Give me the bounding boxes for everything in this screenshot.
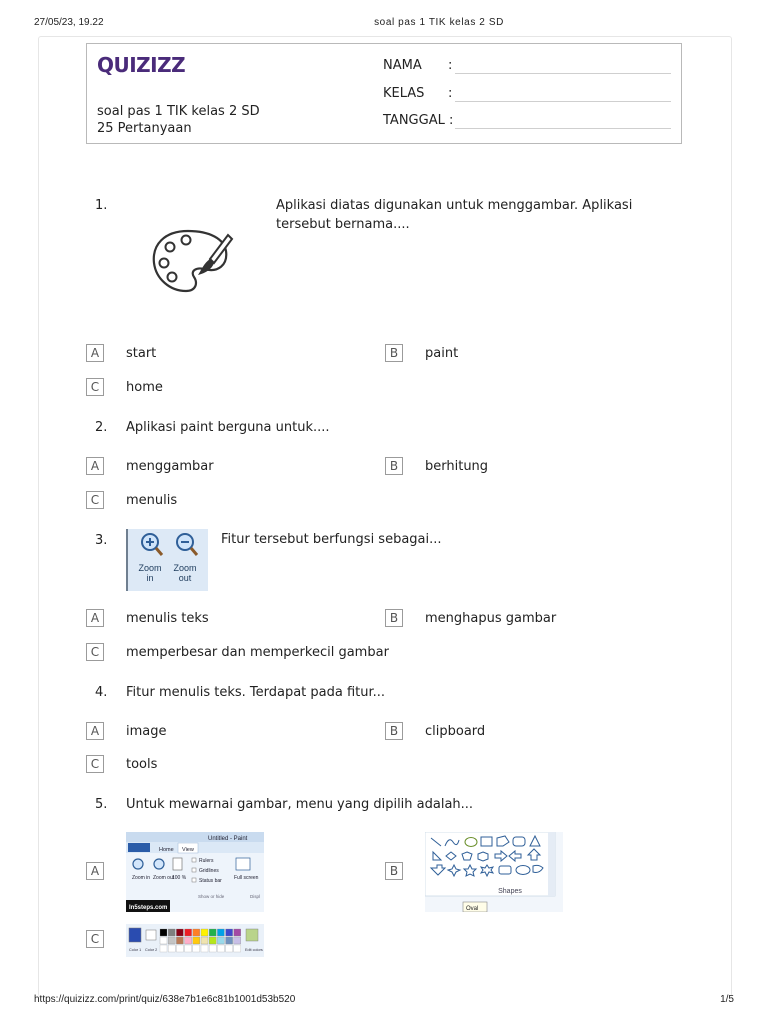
color-swatch [160,929,167,936]
quiz-header-box [86,43,682,144]
name-blank-line [455,73,671,74]
paint-gridlines-check: Gridlines [199,868,219,874]
empty-color-swatch [234,945,241,952]
empty-color-swatch [168,945,175,952]
paint-tab-home: Home [159,847,174,853]
name-label: NAMA [383,58,422,73]
question-1-text: Aplikasi diatas digunakan untuk menggambar. Aplikasi tersebut bernama.... [276,198,633,232]
question-4-text: Fitur menulis teks. Terdapat pada fitur... [126,685,386,700]
color-swatch [234,929,241,936]
browser-header [0,17,768,31]
zoom-in-label-1: Zoom [138,563,162,573]
q3-option-a-letter: A [86,609,104,627]
color-swatch [168,929,175,936]
q3-option-a-text: menulis teks [126,611,209,626]
color-swatch [209,937,216,944]
question-1-number: 1. [95,198,108,213]
q4-option-b-letter: B [385,722,403,740]
q1-option-c-letter: C [86,378,104,396]
q1-option-c-text: home [126,380,163,395]
class-label: KELAS [383,86,425,101]
watermark-text: In5steps.com [129,905,168,911]
q1-option-b-letter: B [385,344,403,362]
edit-colors-label: Edit colors [245,948,263,952]
q5-option-b-letter: B [385,862,403,880]
empty-color-swatch [185,945,192,952]
class-colon: : [448,86,453,101]
q3-option-b-letter: B [385,609,403,627]
question-2-text: Aplikasi paint berguna untuk.... [126,420,330,435]
color-swatch [201,937,208,944]
empty-color-swatch [226,945,233,952]
class-blank-line [455,101,671,102]
zoom-out-label-2: out [178,573,192,583]
empty-color-swatch [209,945,216,952]
color-swatch [209,929,216,936]
shapes-group-label: Shapes [498,888,522,895]
q4-option-c-letter: C [86,755,104,773]
color-swatch [226,937,233,944]
paint-display-group: Displ [250,894,261,899]
color-swatch [185,929,192,936]
date-label: TANGGAL : [383,113,454,128]
question-2-number: 2. [95,420,108,435]
zoom-buttons-image [126,529,208,591]
print-timestamp: 27/05/23, 19.22 [34,17,104,28]
color-swatch [160,937,167,944]
paint-zoom-out-button: Zoom out [153,875,175,881]
paint-window-title: Untitled - Paint [208,836,248,842]
q5-option-c-letter: C [86,930,104,948]
q1-option-b-text: paint [425,346,459,361]
question-3-number: 3. [95,533,108,548]
empty-color-swatch [176,945,183,952]
color1-label: Color 1 [129,948,142,952]
document-title: soal pas 1 TIK kelas 2 SD [374,17,504,28]
q2-option-c-letter: C [86,491,104,509]
color-swatch [234,937,241,944]
q3-option-b-text: menghapus gambar [425,611,557,626]
browser-footer [0,994,768,1008]
question-3-text: Fitur tersebut berfungsi sebagai... [221,532,442,547]
paint-tab-view: View [182,847,194,853]
quizizz-logo: QUIZIZZ [97,53,186,77]
paint-statusbar-check: Status bar [199,878,222,884]
q4-option-b-text: clipboard [425,724,486,739]
q5-option-a-letter: A [86,862,104,880]
color-swatch [226,929,233,936]
color-swatch [217,929,224,936]
paint-view-ribbon-image [126,832,264,912]
q2-option-c-text: menulis [126,493,178,508]
color-swatch [176,937,183,944]
paint-fullscreen-button: Full screen [234,875,259,881]
paint-shapes-gallery-image [425,832,563,912]
color-swatch [176,929,183,936]
name-colon: : [448,58,453,73]
paint-zoom-in-button: Zoom in [132,875,151,881]
question-5-text: Untuk mewarnai gambar, menu yang dipilih adalah... [126,797,474,812]
q2-option-b-letter: B [385,457,403,475]
empty-color-swatch [201,945,208,952]
q4-option-a-letter: A [86,722,104,740]
paint-palette-icon [148,225,238,297]
paint-colors-palette-image [126,924,264,957]
q4-option-c-text: tools [126,757,158,772]
zoom-in-label-2: in [146,573,154,583]
page-indicator: 1/5 [720,994,734,1005]
color2-label: Color 2 [145,948,158,952]
question-4-number: 4. [95,685,108,700]
question-5-number: 5. [95,797,108,812]
empty-color-swatch [217,945,224,952]
color-swatch [193,937,200,944]
q4-option-a-text: image [126,724,167,739]
q3-option-c-text: memperbesar dan memperkecil gambar [126,645,389,660]
q2-option-a-letter: A [86,457,104,475]
paint-100-button: 100 % [172,875,187,881]
zoom-out-label-1: Zoom [173,563,197,573]
color-swatch [185,937,192,944]
page-url: https://quizizz.com/print/quiz/638e7b1e6c81b1001d53b520 [34,994,296,1005]
q1-option-a-letter: A [86,344,104,362]
date-blank-line [455,128,671,129]
color-swatch [217,937,224,944]
empty-color-swatch [193,945,200,952]
color-swatch [193,929,200,936]
color-swatch [201,929,208,936]
q2-option-a-text: menggambar [126,459,214,474]
color-swatch [168,937,175,944]
quiz-title: soal pas 1 TIK kelas 2 SD [97,104,260,119]
q1-option-a-text: start [126,346,157,361]
q3-option-c-letter: C [86,643,104,661]
question-count: 25 Pertanyaan [97,121,192,136]
oval-tooltip: Oval [466,906,479,912]
paint-show-hide-group: Show or hide [198,894,225,899]
empty-color-swatch [160,945,167,952]
q2-option-b-text: berhitung [425,459,489,474]
paint-rulers-check: Rulers [199,858,214,864]
